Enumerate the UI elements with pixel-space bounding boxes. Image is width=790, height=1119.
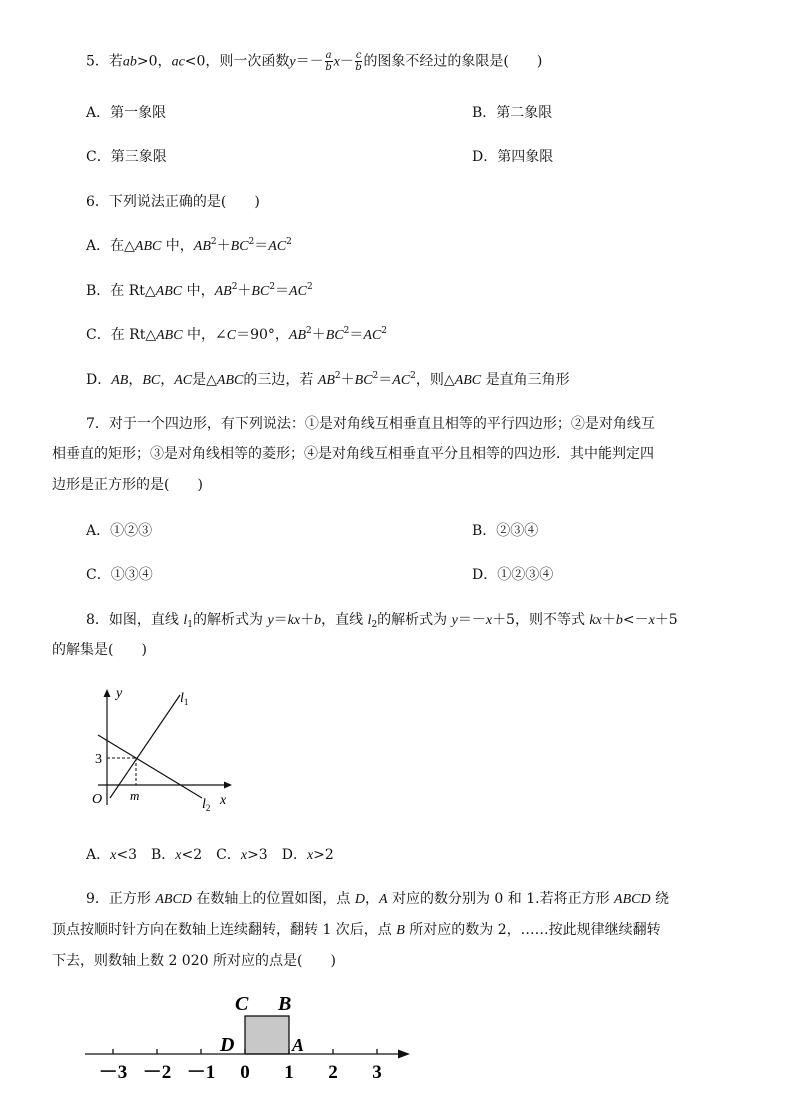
q9-square: [245, 1016, 289, 1054]
q5-y: y: [289, 54, 296, 70]
q9-tick-label: －3: [98, 1062, 128, 1083]
q5-cond2: ac: [171, 54, 185, 70]
q8-l1-label: $l_1$: [180, 691, 189, 707]
q7-option-c: C．①③④: [86, 567, 153, 583]
q5-stem: [86, 50, 542, 73]
q8-stem-line-2: 的解集是( ): [52, 642, 147, 658]
q5-cond2-rel: <0，则一次函数: [184, 53, 290, 70]
q9-label-b: B: [278, 993, 292, 1015]
q5-option-b: B．第二象限: [472, 105, 553, 121]
q8-line-l1: [110, 695, 180, 798]
q5-fraction-a-b: $\frac{a}{b}$: [325, 50, 332, 73]
q5-number: 5．若: [86, 53, 123, 70]
q9-line-1: 9．正方形 ABCD 在数轴上的位置如图，点 D，A 对应的数分别为 0 和 1.若将正方形 ABCD 绕: [86, 891, 670, 907]
q8-origin-label: O: [92, 792, 103, 807]
q8-x-label: x: [220, 793, 227, 808]
q8-options: A．x<3 B．x<2 C．x>3 D．x>2: [86, 847, 334, 863]
q5-minus: －: [339, 53, 354, 70]
q8-line-l2: [98, 735, 202, 798]
q5-cond1: ab: [122, 54, 137, 70]
q9-number-line-arrow: [398, 1050, 410, 1059]
q9-line-2: 顶点按顺时针方向在数轴上连续翻转，翻转 1 次后，点 B 所对应的数为 2，……按此规律继续翻转: [52, 922, 661, 938]
q7-option-b: B．②③④: [472, 523, 539, 539]
q7-option-a: A．①②③: [86, 523, 153, 539]
q5-option-d: D．第四象限: [472, 149, 554, 165]
q9-tick-label: －2: [142, 1062, 172, 1083]
q9-number-line-figure: [80, 985, 420, 1085]
q9-tick-label: －1: [186, 1062, 216, 1083]
q8-x-axis-arrow: [224, 782, 232, 789]
q6-option-a: A．在△ABC 中，$AB^2+BC^2=AC^2$: [86, 237, 292, 254]
q9-label-d: D: [220, 1034, 235, 1056]
q8-l2-label: $l_2$: [202, 797, 211, 813]
q7-line-1: 7．对于一个四边形，有下列说法：①是对角线互相垂直且相等的平行四边形；②是对角线互: [86, 416, 655, 432]
q8-m-label: m: [130, 788, 140, 803]
q9-label-a: A: [292, 1035, 305, 1055]
q6-option-c: C．在 Rt△ABC 中，∠C＝90°，$AB^2+BC^2=AC^2$: [86, 326, 388, 343]
q9-line-3: 下去，则数轴上数 2 020 所对应的点是( ): [52, 953, 336, 969]
q8-y-axis-arrow: [104, 689, 111, 697]
q5-x: x: [333, 54, 340, 70]
q7-option-d: D．①②③④: [472, 567, 554, 583]
q5-option-a: A．第一象限: [86, 105, 167, 121]
q9-tick-label: 1: [284, 1062, 294, 1083]
q6-option-d: D．AB，BC，AC是△ABC的三边，若 $AB^2+BC^2=AC^2$，则△ABC 是直角三角形: [86, 371, 570, 388]
q5-option-c: C．第三象限: [86, 149, 167, 165]
q5-cond1-rel: >0，: [136, 53, 172, 70]
q9-tick-label: 3: [372, 1062, 382, 1083]
q8-three-label: 3: [95, 752, 102, 767]
q6-option-b: B．在 Rt△ABC 中，$AB^2+BC^2=AC^2$: [86, 282, 313, 299]
q8-graph-figure: [80, 680, 250, 820]
q6-stem: 6．下列说法正确的是( ): [86, 194, 260, 210]
q5-eq: ＝－: [295, 53, 324, 70]
q7-line-3: 边形是正方形的是( ): [52, 477, 203, 493]
q9-label-c: C: [235, 993, 249, 1015]
q8-stem-line-1: 8．如图，直线 $l_1$的解析式为 y＝kx＋b，直线 $l_2$的解析式为 y＝－x＋5，则不等式 kx＋b<－x＋5: [86, 612, 678, 630]
q5-fraction-c-b: $\frac{c}{b}$: [355, 50, 362, 73]
q7-line-2: 相垂直的矩形；③是对角线相等的菱形；④是对角线互相垂直平分且相等的四边形．其中能判定四: [52, 446, 654, 462]
q5-tail: 的图象不经过的象限是( ): [363, 53, 543, 70]
q9-tick-label: 0: [240, 1062, 250, 1083]
q9-tick-label: 2: [328, 1062, 338, 1083]
q8-y-label: y: [116, 686, 123, 701]
